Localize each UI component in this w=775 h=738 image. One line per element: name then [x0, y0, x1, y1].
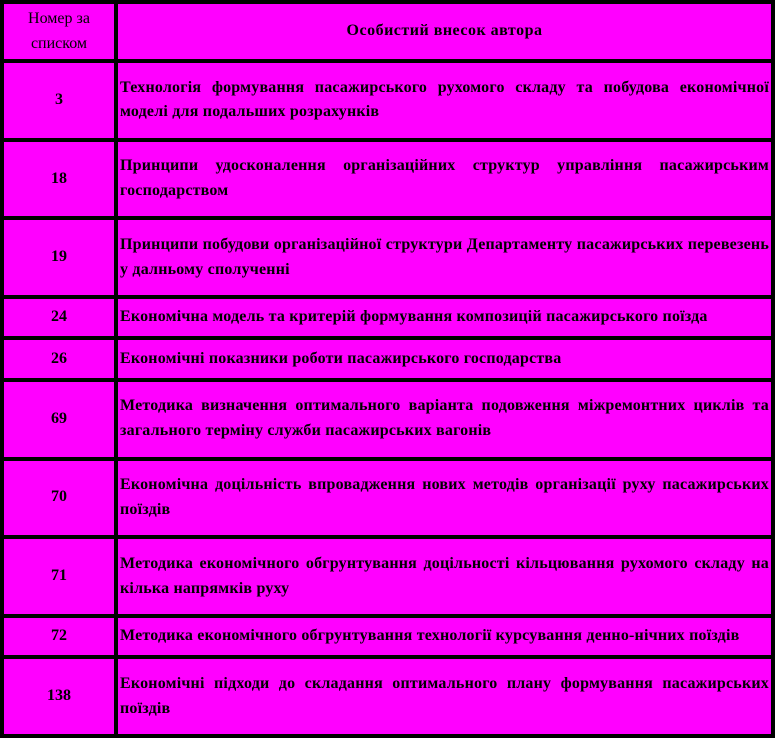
table-row [4, 299, 771, 336]
table-row [4, 220, 771, 295]
row-number: 26 [4, 340, 114, 377]
table-row [4, 63, 771, 138]
row-contribution: Економічні підходи до складання оптимального плану формування пасажирських поїздів [118, 659, 771, 734]
header-contribution: Особистий внесок автора [118, 4, 771, 59]
row-number: 71 [4, 539, 114, 614]
row-number: 69 [4, 382, 114, 457]
row-number: 138 [4, 659, 114, 734]
table-row [4, 382, 771, 457]
row-number: 18 [4, 142, 114, 217]
row-contribution: Економічні показники роботи пасажирського господарства [118, 340, 771, 377]
row-contribution: Методика економічного обгрунтування технології курсування денно-нічних поїздів [118, 618, 771, 655]
row-number: 19 [4, 220, 114, 295]
table-header-row [4, 4, 771, 59]
table-row [4, 340, 771, 377]
row-contribution: Принципи удосконалення організаційних структур управління пасажирським господарством [118, 142, 771, 217]
table-row [4, 618, 771, 655]
row-number: 72 [4, 618, 114, 655]
table-row [4, 659, 771, 734]
row-contribution: Економічна модель та критерій формування композицій пасажирського поїзда [118, 299, 771, 336]
row-contribution: Методика економічного обгрунтування доцільності кільцювання рухомого складу на кілька напрямків руху [118, 539, 771, 614]
row-number: 70 [4, 461, 114, 536]
table-row [4, 461, 771, 536]
row-contribution: Технологія формування пасажирського рухомого складу та побудова економічної моделі для подальших розрахунків [118, 63, 771, 138]
table-row [4, 142, 771, 217]
header-number: Номер за списком [4, 4, 114, 59]
row-contribution: Методика визначення оптимального варіанта подовження міжремонтних циклів та загального терміну служби пасажирських вагонів [118, 382, 771, 457]
row-number: 24 [4, 299, 114, 336]
row-contribution: Економічна доцільність впровадження нових методів організації руху пасажирських поїздів [118, 461, 771, 536]
row-contribution: Принципи побудови організаційної структури Департаменту пасажирських перевезень у далньому сполученні [118, 220, 771, 295]
row-number: 3 [4, 63, 114, 138]
table-row [4, 539, 771, 614]
